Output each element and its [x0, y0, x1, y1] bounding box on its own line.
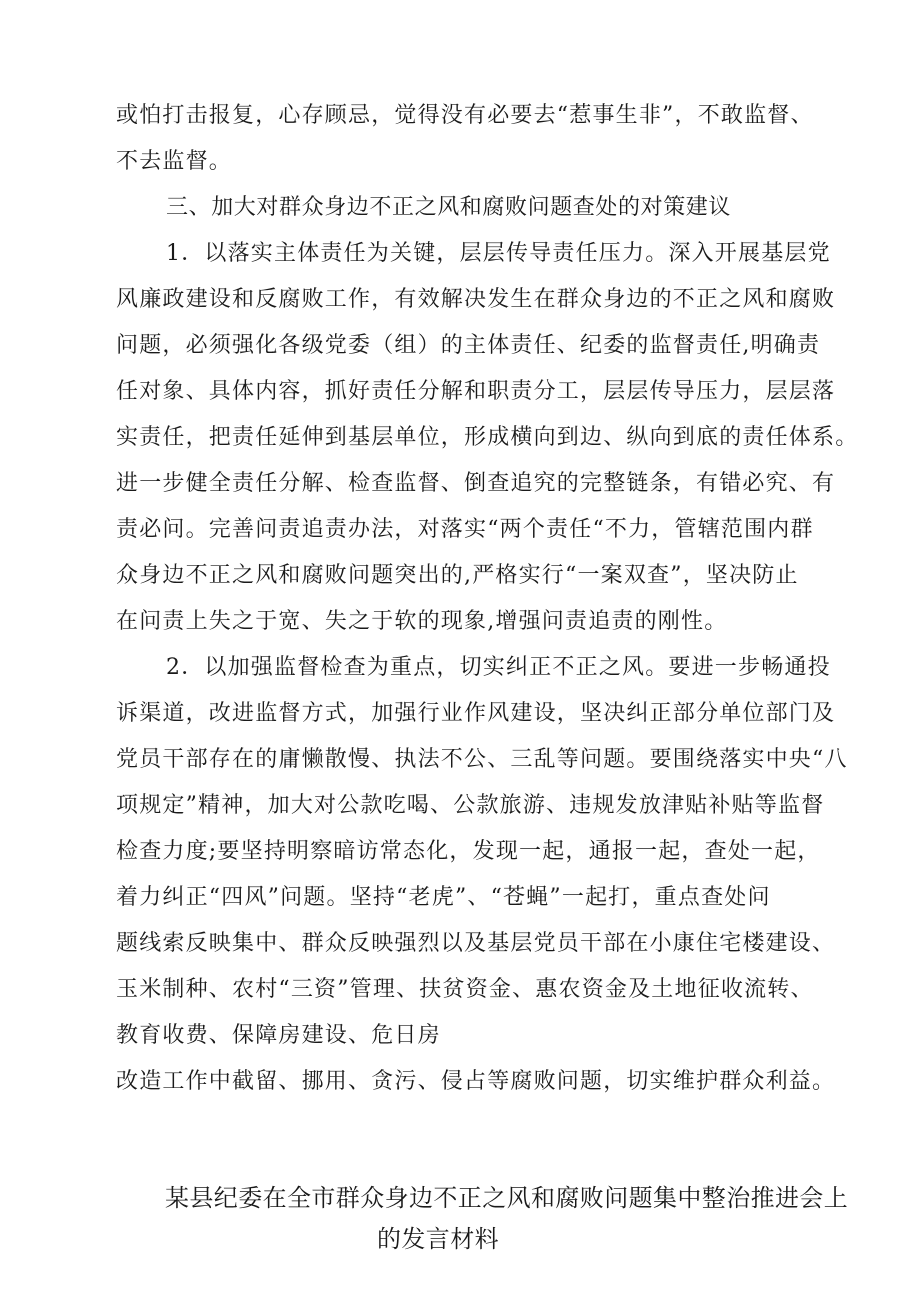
paragraph-2-line: 2．以加强监督检查为重点，切实纠正不正之风。要进一步畅通投 — [166, 655, 831, 680]
paragraph-2-line: 检查力度;要坚持明察暗访常态化，发现一起，通报一起，查处一起， — [116, 839, 821, 864]
paragraph-2-line: 诉渠道，改进监督方式，加强行业作风建设，坚决纠正部分单位部门及 — [116, 701, 836, 726]
paragraph-2-line: 玉米制种、农村“三资”管理、扶贫资金、惠农资金及土地征收流转、 — [116, 977, 814, 1002]
paragraph-2-line: 党员干部存在的庸懒散慢、执法不公、三乱等问题。要围绕落实中央“八 — [116, 747, 848, 772]
paragraph-1-line: 实责任，把责任延伸到基层单位，形成横向到边、纵向到底的责任体系。 — [116, 425, 859, 450]
document-title-line-1: 某县纪委在全市群众身边不正之风和腐败问题集中整治推进会上 — [165, 1184, 849, 1212]
paragraph-2-line: 题线索反映集中、群众反映强烈以及基层党员干部在小康住宅楼建设、 — [116, 931, 836, 956]
section-heading: 三、加大对群众身边不正之风和腐败问题查处的对策建议 — [166, 195, 732, 220]
body-text-line: 不去监督。 — [116, 149, 233, 174]
paragraph-1-line: 风廉政建设和反腐败工作，有效解决发生在群众身边的不正之风和腐败 — [116, 287, 836, 312]
paragraph-1-line: 问题，必须强化各级党委（组）的主体责任、纪委的监督责任,明确责 — [116, 333, 821, 358]
paragraph-1-line: 众身边不正之风和腐败问题突出的,严格实行“一案双查”，坚决防止 — [116, 563, 799, 588]
paragraph-1-line: 任对象、具体内容，抓好责任分解和职责分工，层层传导压力，层层落 — [116, 379, 836, 404]
paragraph-2-line: 教育收费、保障房建设、危日房 — [116, 1023, 441, 1048]
paragraph-2-line: 项规定”精神，加大对公款吃喝、公款旅游、违规发放津贴补贴等监督 — [116, 793, 825, 818]
paragraph-1-line: 责必问。完善问责追责办法，对落实“两个责任“不力，管辖范围内群 — [116, 517, 814, 542]
document-title-line-2: 的发言材料 — [377, 1225, 499, 1253]
paragraph-2-line: 改造工作中截留、挪用、贪污、侵占等腐败问题，切实维护群众利益。 — [116, 1069, 836, 1094]
paragraph-2-line: 着力纠正“四风”问题。坚持“老虎”、“苍蝇”一起打，重点查处问 — [116, 885, 771, 910]
paragraph-1-line: 进一步健全责任分解、检查监督、倒查追究的完整链条，有错必究、有 — [116, 471, 836, 496]
body-text-line: 或怕打击报复，心存顾忌，觉得没有必要去“惹事生非”，不敢监督、 — [116, 103, 814, 128]
paragraph-1-line: 1．以落实主体责任为关键，层层传导责任压力。深入开展基层党 — [166, 241, 831, 266]
paragraph-1-line: 在问责上失之于宽、失之于软的现象,增强问责追责的刚性。 — [116, 609, 728, 634]
